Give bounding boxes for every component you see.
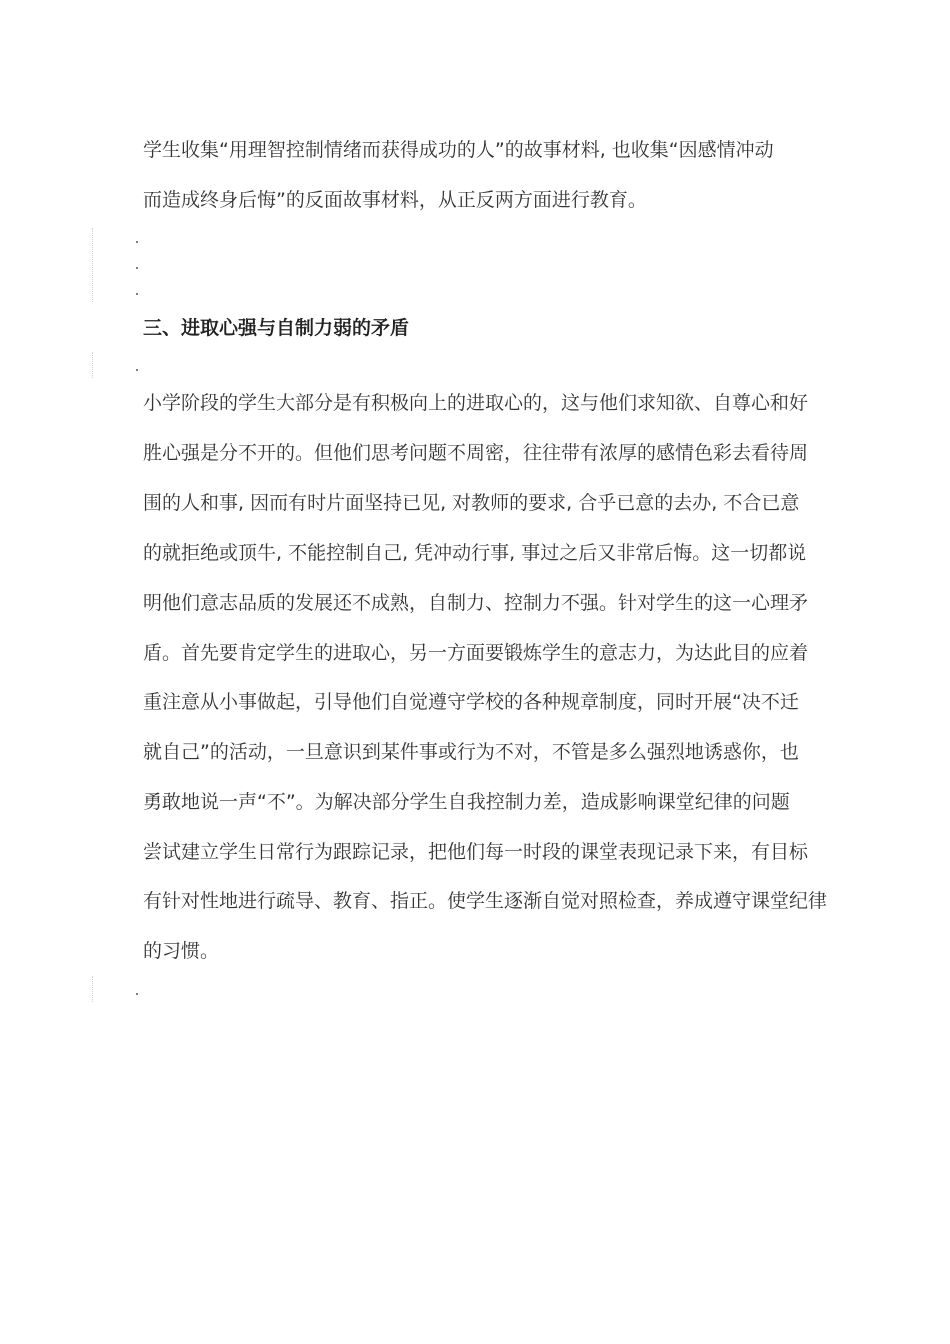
paragraph-line: 围的人和事, 因而有时片面坚持已见, 对教师的要求, 合乎已意的去办, 不合已意 [143, 492, 800, 514]
paragraph-line: 小学阶段的学生大部分是有积极向上的进取心的，这与他们求知欲、自尊心和好 [143, 392, 809, 414]
paragraph-line: 的习惯。 [143, 940, 220, 962]
paragraph-gutter-mark [92, 228, 93, 302]
paragraph-gutter-mark [92, 352, 93, 378]
paragraph-line: 就自己”的活动，一旦意识到某件事或行为不对，不管是多么强烈地诱惑你，也 [143, 741, 799, 763]
paragraph-line: 的就拒绝或顶牛, 不能控制自己, 凭冲动行事, 事过之后又非常后悔。这一切都说 [143, 542, 807, 564]
empty-paragraph-dot [136, 993, 138, 995]
empty-paragraph-dot [136, 241, 138, 243]
empty-paragraph-dot [136, 369, 138, 371]
section-heading: 三、进取心强与自制力弱的矛盾 [143, 317, 410, 339]
empty-paragraph-dot [136, 267, 138, 269]
paragraph-line: 学生收集“用理智控制情绪而获得成功的人”的故事材料, 也收集“因感情冲动 [143, 139, 774, 161]
paragraph-line: 尝试建立学生日常行为跟踪记录，把他们每一时段的课堂表现记录下来，有目标 [143, 841, 809, 863]
paragraph-line: 有针对性地进行疏导、教育、指正。使学生逐渐自觉对照检查，养成遵守课堂纪律 [143, 890, 828, 912]
paragraph-line: 而造成终身后悔”的反面故事材料，从正反两方面进行教育。 [143, 189, 647, 211]
paragraph-line: 盾。首先要肯定学生的进取心，另一方面要锻炼学生的意志力，为达此目的应着 [143, 642, 809, 664]
empty-paragraph-dot [136, 293, 138, 295]
paragraph-line: 勇敢地说一声“不”。为解决部分学生自我控制力差，造成影响课堂纪律的问题 [143, 791, 790, 813]
paragraph-line: 明他们意志品质的发展还不成熟，自制力、控制力不强。针对学生的这一心理矛 [143, 592, 809, 614]
paragraph-gutter-mark [92, 976, 93, 1002]
paragraph-line: 重注意从小事做起，引导他们自觉遵守学校的各种规章制度，同时开展“决不迁 [143, 691, 799, 713]
paragraph-line: 胜心强是分不开的。但他们思考问题不周密，往往带有浓厚的感情色彩去看待周 [143, 442, 809, 464]
